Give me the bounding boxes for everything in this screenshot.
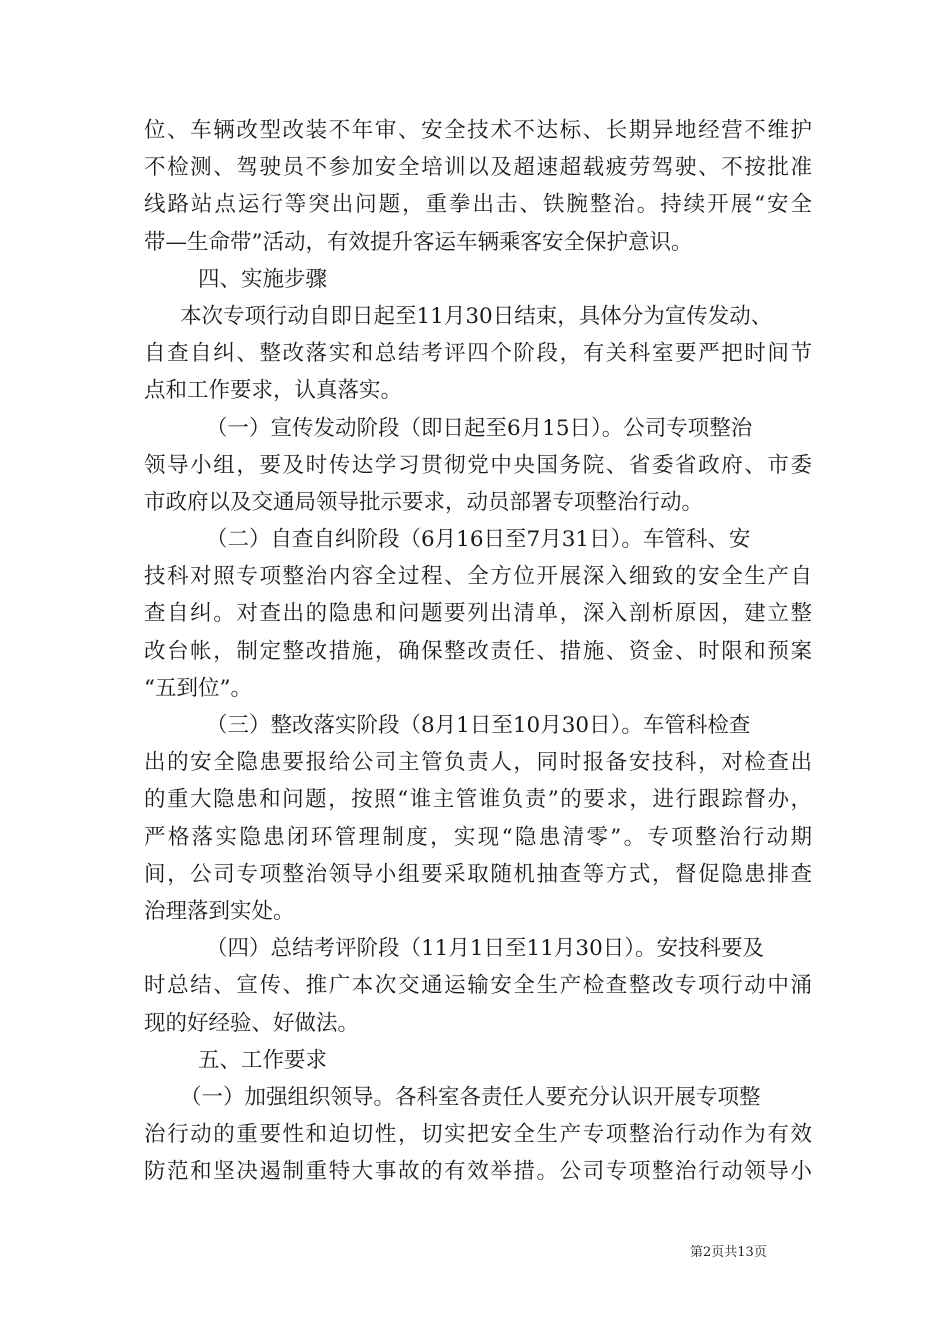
paragraph-line: 间，公司专项整治领导小组要采取随机抽查等方式，督促隐患排查 xyxy=(144,861,812,887)
paragraph-line: 四、实施步骤 xyxy=(198,266,328,292)
page-number-label: 第2页共13页 xyxy=(690,1245,767,1260)
document-body xyxy=(144,112,812,1190)
paragraph-line: 治理落到实处。 xyxy=(144,898,295,924)
paragraph-line: （四）总结考评阶段（11月1日至11月30日）。安技科要及 xyxy=(206,936,765,962)
page-footer xyxy=(690,1243,820,1263)
paragraph-line: （三）整改落实阶段（8月1日至10月30日）。车管科检查 xyxy=(206,713,751,738)
paragraph-line: 领导小组，要及时传达学习贯彻党中央国务院、省委省政府、市委 xyxy=(144,452,812,478)
paragraph-line: 位、车辆改型改装不年审、安全技术不达标、长期异地经营不维护 xyxy=(144,118,812,143)
paragraph-line: 五、工作要求 xyxy=(198,1047,328,1073)
paragraph-line: 现的好经验、好做法。 xyxy=(144,1010,360,1036)
paragraph-line: 技科对照专项整治内容全过程、全方位开展深入细致的安全生产自 xyxy=(144,564,812,590)
paragraph-line: （二）自查自纠阶段（6月16日至7月31日）。车管科、安 xyxy=(206,527,751,553)
paragraph-line: “五到位”。 xyxy=(144,675,252,701)
paragraph-line: 市政府以及交通局领导批示要求，动员部署专项整治行动。 xyxy=(144,489,704,515)
paragraph-line: （一）宣传发动阶段（即日起至6月15日）。公司专项整治 xyxy=(206,415,753,441)
paragraph-line: 带—生命带”活动，有效提升客运车辆乘客安全保护意识。 xyxy=(144,229,693,255)
paragraph-line: 查自纠。对查出的隐患和问题要列出清单，深入剖析原因，建立整 xyxy=(144,601,812,627)
paragraph-line: 出的安全隐患要报给公司主管负责人，同时报备安技科，对检查出 xyxy=(144,750,812,776)
paragraph-line: 改台帐，制定整改措施，确保整改责任、措施、资金、时限和预案 xyxy=(144,638,812,664)
paragraph-line: 本次专项行动自即日起至11月30日结束，具体分为宣传发动、 xyxy=(180,303,773,329)
paragraph-line: 时总结、宣传、推广本次交通运输安全生产检查整改专项行动中涌 xyxy=(144,973,812,999)
paragraph-line: 点和工作要求，认真落实。 xyxy=(144,378,403,404)
paragraph-line: 不检测、驾驶员不参加安全培训以及超速超载疲劳驾驶、不按批准 xyxy=(144,155,812,181)
paragraph-line: 治行动的重要性和迫切性，切实把安全生产专项整治行动作为有效 xyxy=(144,1122,812,1148)
paragraph-line: （一）加强组织领导。各科室各责任人要充分认识开展专项整 xyxy=(180,1084,761,1110)
paragraph-line: 线路站点运行等突出问题，重拳出击、铁腕整治。持续开展“安全 xyxy=(144,192,812,218)
paragraph-line: 的重大隐患和问题，按照“谁主管谁负责”的要求，进行跟踪督办， xyxy=(144,787,812,813)
paragraph-line: 自查自纠、整改落实和总结考评四个阶段，有关科室要严把时间节 xyxy=(144,341,812,367)
paragraph-line: 防范和坚决遏制重特大事故的有效举措。公司专项整治行动领导小 xyxy=(144,1159,812,1185)
paragraph-line: 严格落实隐患闭环管理制度，实现“隐患清零”。专项整治行动期 xyxy=(144,824,812,850)
